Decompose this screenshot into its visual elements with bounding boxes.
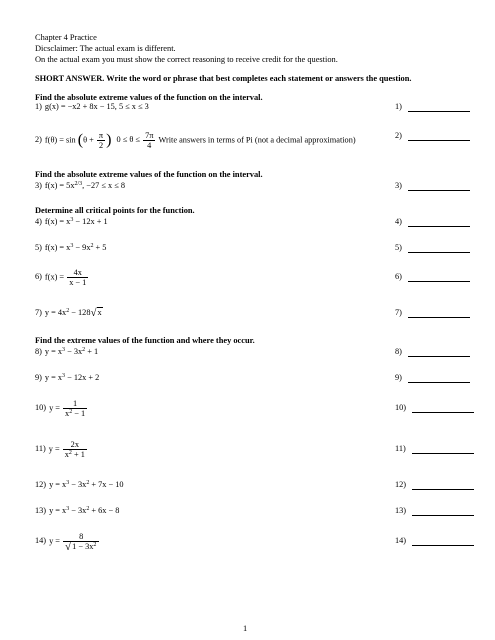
answer-blank-2[interactable]: 2)	[395, 131, 470, 141]
fraction-7pi-over-4: $\frac{7\pi}{4}$	[145, 131, 154, 150]
question-10: 10) y = $\frac{1}{x^2 - 1}$	[35, 399, 86, 418]
page-number: 1	[243, 624, 248, 633]
question-2: 2) f(θ) = sin (θ + $\frac{\pi}{2}$ ) 0 ≤ θ ≤ $\frac{7\pi}{4}$ Write answers in terms of Pi (not a decimal approximation)	[35, 131, 356, 150]
fraction-pi-over-2: $\frac{\pi}{2}$	[98, 131, 104, 150]
sqrt-icon: √	[65, 541, 72, 553]
disclaimer-line: Dicsclaimer: The actual exam is different.	[35, 44, 176, 53]
section-heading-1: Find the absolute extreme values of the function on the interval.	[35, 93, 263, 102]
answer-blank-3[interactable]: 3)	[395, 181, 470, 191]
fraction-8-over-sqrt: $\frac{8}{√1 - 3x^2}$	[63, 532, 99, 551]
question-1: 1) g(x) = −x2 + 8x − 15, 5 ≤ x ≤ 3	[35, 102, 149, 111]
left-paren: (	[77, 131, 84, 149]
answer-blank-8[interactable]: 8)	[395, 347, 470, 357]
question-11: 11) y = $\frac{2x}{x^2 + 1}$	[35, 440, 85, 459]
question-13: 13) $y = x^3 - 3x^2 + 6x - 8$	[35, 506, 120, 515]
note-line: On the actual exam you must show the correct reasoning to receive credit for the question.	[35, 55, 338, 64]
section-heading-3: Determine all critical points for the function.	[35, 206, 195, 215]
section-heading-2: Find the absolute extreme values of the function on the interval.	[35, 170, 263, 179]
answer-blank-12[interactable]: 12)	[395, 480, 474, 490]
answer-blank-5[interactable]: 5)	[395, 243, 470, 253]
fraction-4x-over-x-minus-1: $\frac{4x}{x - 1}$	[69, 268, 87, 287]
answer-blank-9[interactable]: 9)	[395, 373, 470, 383]
question-2-note: Write answers in terms of Pi (not a decimal approximation)	[158, 135, 356, 145]
fraction-1-over-x2-minus-1: $\frac{1}{x^2 - 1}$	[65, 399, 86, 418]
answer-blank-6[interactable]: 6)	[395, 272, 470, 282]
question-5: 5) $f(x) = x^3 - 9x^2 + 5$	[35, 243, 107, 252]
answer-blank-13[interactable]: 13)	[395, 506, 474, 516]
answer-blank-4[interactable]: 4)	[395, 217, 470, 227]
question-1-expression: g(x) = −x2 + 8x − 15, 5 ≤ x ≤ 3	[44, 102, 149, 111]
doc-title: Chapter 4 Practice	[35, 33, 97, 42]
answer-blank-1[interactable]: 1)	[395, 102, 470, 112]
fraction-2x-over-x2-plus-1: $\frac{2x}{x^2 + 1}$	[64, 440, 85, 459]
answer-blank-11[interactable]: 11)	[395, 444, 474, 454]
answer-blank-14[interactable]: 14)	[395, 536, 474, 546]
answer-blank-10[interactable]: 10)	[395, 403, 474, 413]
question-3: 3) $f(x) = 5x^{2/3}$, −27 ≤ x ≤ 8	[35, 181, 125, 190]
question-14: 14) y = $\frac{8}{√1 - 3x^2}$	[35, 532, 100, 551]
section-heading-4: Find the extreme values of the function and where they occur.	[35, 336, 255, 345]
right-paren: )	[106, 131, 112, 149]
sqrt-icon: √	[90, 307, 97, 319]
instructions: SHORT ANSWER. Write the word or phrase that best completes each statement or answers the question.	[35, 74, 412, 83]
question-7: 7) $y = 4x^2 - 128√x$	[35, 307, 102, 319]
question-9: 9) $y = x^3 - 12x + 2$	[35, 373, 100, 382]
question-4: 4) $f(x) = x^3 - 12x + 1$	[35, 217, 108, 226]
question-12: 12) $y = x^3 - 3x^2 + 7x - 10$	[35, 480, 124, 489]
question-6: 6) f(x) = $\frac{4x}{x - 1}$	[35, 268, 87, 287]
question-8: 8) $y = x^3 - 3x^2 + 1$	[35, 347, 99, 356]
answer-blank-7[interactable]: 7)	[395, 308, 470, 318]
